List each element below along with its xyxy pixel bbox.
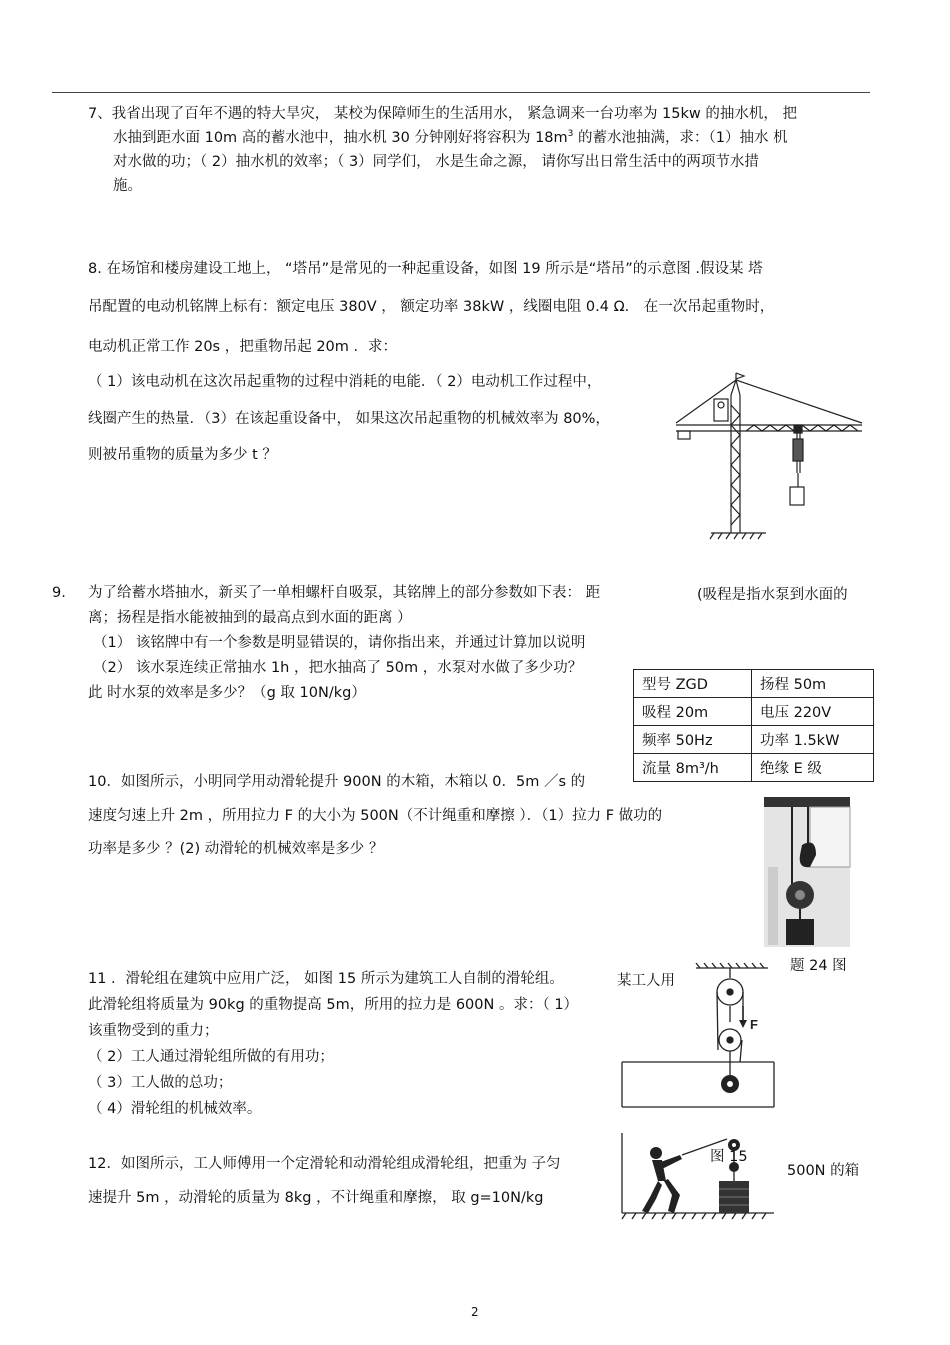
q11-line-3: 该重物受到的重力；	[88, 1023, 219, 1039]
q10-line-3: 功率是多少 ？(2) 动滑轮的机械效率是多少 ？	[88, 841, 384, 857]
q7-line-2-sup: 3	[567, 129, 574, 140]
q11-line-5: （ 3）工人做的总功；	[88, 1075, 233, 1091]
pump-spec-table	[633, 669, 874, 782]
table-cell: 扬程 50m	[752, 670, 874, 698]
q7-line-4: 施。	[113, 178, 142, 194]
table-cell: 流量 8m³/h	[634, 754, 752, 782]
q11-line-1-right: 某工人用	[617, 973, 675, 989]
worker-pulley-figure	[622, 1133, 774, 1223]
table-cell: 功率 1.5kW	[752, 726, 874, 754]
q9-line-2: 离；扬程是指水能被抽到的最高点到水面的距离 ）	[88, 610, 412, 626]
table-row	[634, 754, 874, 782]
q11-line-1: 11 ．滑轮组在建筑中应用广泛， 如图 15 所示为建筑工人自制的滑轮组。	[88, 971, 564, 987]
pulley-block-figure	[622, 962, 774, 1107]
q12-line-2: 速提升 5m ，动滑轮的质量为 8kg ，不计绳重和摩擦， 取 g=10N/kg	[88, 1190, 544, 1206]
q8-line-5: 线圈产生的热量．（3）在该起重设备中， 如果这次吊起重物的机械效率为 80%，	[88, 411, 610, 427]
tower-crane-figure	[676, 375, 866, 540]
q8-line-3: 电动机正常工作 20s ，把重物吊起 20m ．求：	[88, 339, 398, 355]
top-rule	[52, 92, 870, 93]
table-cell: 吸程 20m	[634, 698, 752, 726]
q9-line-1-right: (吸程是指水泵到水面的	[697, 587, 848, 603]
q9-line-4: （2） 该水泵连续正常抽水 1h ，把水抽高了 50m ，水泵对水做了多少功？	[93, 660, 583, 676]
q8-line-4: （ 1）该电动机在这次吊起重物的过程中消耗的电能．（ 2）电动机工作过程中，	[88, 374, 602, 390]
q7-line-3: 对水做的功；（ 2）抽水机的效率；（ 3）同学们， 水是生命之源， 请你写出日常生活中的两项节水措	[113, 154, 759, 170]
force-label: F	[750, 1017, 758, 1032]
q10-figure-caption: 题 24 图	[790, 958, 847, 974]
table-cell: 电压 220V	[752, 698, 874, 726]
q10-line-1: 10．如图所示，小明同学用动滑轮提升 900N 的木箱，木箱以 0．5m ／s 的	[88, 774, 586, 790]
table-cell: 型号 ZGD	[634, 670, 752, 698]
q11-line-2: 此滑轮组将质量为 90kg 的重物提高 5m，所用的拉力是 600N 。求：（ 1）	[88, 997, 579, 1013]
q11-figure-caption: 图 15	[710, 1149, 748, 1165]
q9-line-5: 此 时水泵的效率是多少？（g 取 10N/kg）	[88, 685, 366, 701]
page-number: 2	[471, 1305, 479, 1319]
table-row	[634, 698, 874, 726]
q11-line-6: （ 4）滑轮组的机械效率。	[88, 1101, 262, 1117]
q7-line-2-a: 水抽到距水面 10m 高的蓄水池中，抽水机 30 分钟刚好将容积为 18m	[113, 130, 568, 146]
q8-line-2: 吊配置的电动机铭牌上标有：额定电压 380V ， 额定功率 38kW ，线圈电阻 0.4 Ω． 在一次吊起重物时，	[88, 299, 775, 315]
q9-line-3: （1） 该铭牌中有一个参数是明显错误的，请你指出来，并通过计算加以说明	[93, 635, 586, 651]
q9-number: 9.	[52, 585, 66, 601]
q9-line-1: 为了给蓄水塔抽水，新买了一单相螺杆自吸泵，其铭牌上的部分参数如下表： 距	[88, 585, 601, 601]
table-row	[634, 726, 874, 754]
table-row	[634, 670, 874, 698]
q11-line-4: （ 2）工人通过滑轮组所做的有用功；	[88, 1049, 334, 1065]
q12-line-1-right: 500N 的箱	[787, 1163, 860, 1179]
q10-line-2: 速度匀速上升 2m ，所用拉力 F 的大小为 500N（不计绳重和摩擦 ）．（1）拉力 F 做功的	[88, 808, 663, 824]
q8-line-6: 则被吊重物的质量为多少 t ？	[88, 447, 277, 463]
q12-line-1: 12．如图所示，工人师傅用一个定滑轮和动滑轮组成滑轮组，把重为 子匀	[88, 1156, 561, 1172]
table-cell: 绝缘 E 级	[752, 754, 874, 782]
table-cell: 频率 50Hz	[634, 726, 752, 754]
q7-line-1: 7、我省出现了百年不遇的特大旱灾， 某校为保障师生的生活用水， 紧急调来一台功率为 15kw 的抽水机， 把	[88, 106, 797, 122]
q7-line-2	[113, 129, 788, 147]
pulley-photo-figure	[764, 797, 850, 947]
q8-line-1: 8. 在场馆和楼房建设工地上， “塔吊”是常见的一种起重设备，如图 19 所示是“塔吊”的示意图 .假设某 塔	[88, 261, 763, 277]
q7-line-2-b: 的蓄水池抽满，求：（1）抽水 机	[573, 130, 788, 146]
